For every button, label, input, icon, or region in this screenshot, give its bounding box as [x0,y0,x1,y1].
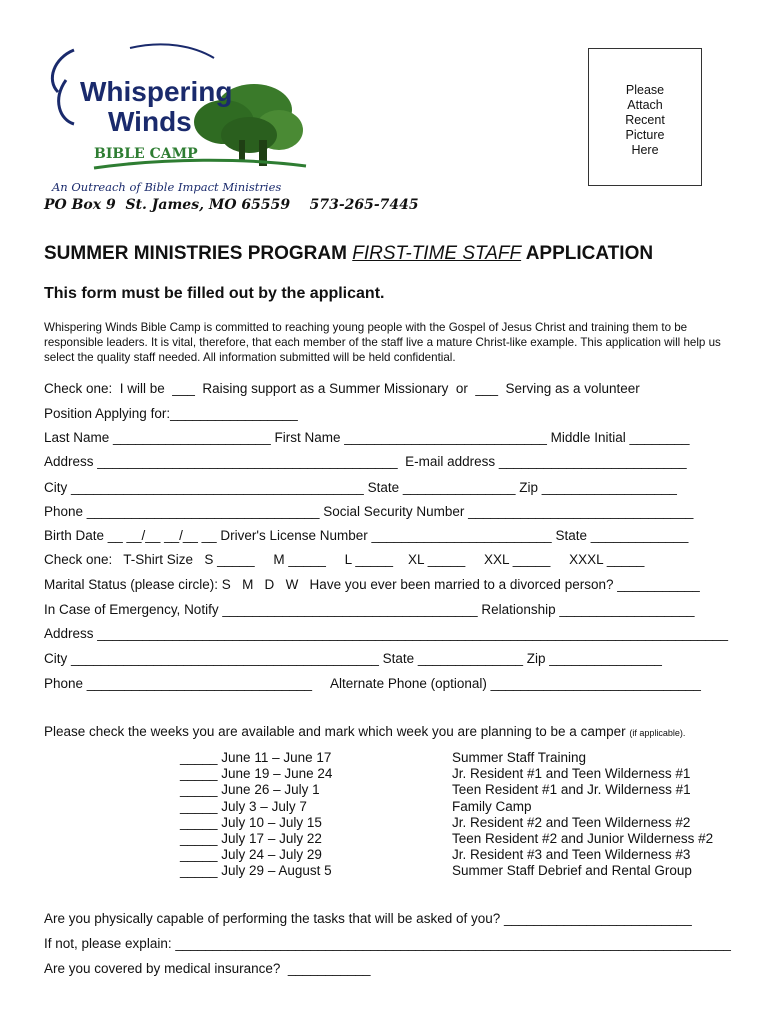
explain-field[interactable]: If not, please explain: __________________________________________________________________________ [44,936,731,951]
week-date-item[interactable]: _____ June 19 – June 24 [180,766,333,782]
week-date-item[interactable]: _____ June 26 – July 1 [180,782,320,798]
week-date-item[interactable]: _____ July 10 – July 15 [180,814,322,830]
emergency-address-field[interactable]: Address ____________________________________________________________________________________ [44,626,728,641]
weeks-dates-list[interactable] [180,750,332,880]
name-fields[interactable]: Last Name _____________________ First Name ___________________________ Middle Initial ________ [44,430,690,445]
week-date-item[interactable]: _____ July 17 – July 22 [180,831,322,847]
weeks-programs-list [452,750,713,880]
city-state-zip-fields[interactable]: City _______________________________________ State _______________ Zip __________________ [44,480,677,495]
mailing-address: PO Box 9 St. James, MO 65559 573-265-7445 [44,197,419,213]
week-program-item: Summer Staff Debrief and Rental Group [452,863,692,879]
photo-box-text: Please Attach Recent Picture Here [625,83,665,157]
week-date-item[interactable]: _____ July 24 – July 29 [180,847,322,863]
week-program-item: Jr. Resident #2 and Teen Wilderness #2 [452,814,691,830]
logo-name-line2: Winds [108,106,192,137]
intro-paragraph: Whispering Winds Bible Camp is committed to reaching young people with the Gospel of Jesus Christ and training them to be responsible leaders. It is vital, therefore, that each member of the staff live a mature Christ-like example. This application will help us select the quality staff needed. All information submitted will be held confidential. [44,321,721,364]
logo-outreach-text: An Outreach of Bible Impact Ministries [52,180,282,194]
week-date-item[interactable]: _____ July 3 – July 7 [180,798,307,814]
photo-attach-box [588,48,702,186]
birth-license-fields[interactable]: Birth Date __ __/__ __/__ __ Driver's License Number ________________________ State _____________ [44,528,689,543]
check-one-field[interactable]: Check one: I will be ___ Raising support as a Summer Missionary or ___ Serving as a volunteer [44,381,640,396]
tshirt-size-field[interactable]: Check one: T-Shirt Size S _____ M _____ L _____ XL _____ XXL _____ XXXL _____ [44,552,645,567]
emergency-phone-field[interactable]: Phone ______________________________ Alternate Phone (optional) ____________________________ [44,676,701,691]
week-program-item: Teen Resident #2 and Junior Wilderness #2 [452,831,714,847]
weeks-prompt: Please check the weeks you are available and mark which week you are planning to be a camper (if applicable). [44,724,686,739]
week-program-item: Family Camp [452,798,532,814]
week-program-item: Jr. Resident #1 and Teen Wilderness #1 [452,766,691,782]
position-field[interactable]: Position Applying for:_________________ [44,406,298,421]
logo-name-line1: Whispering [80,76,233,107]
insurance-field[interactable]: Are you covered by medical insurance? ___________ [44,961,371,976]
week-program-item: Teen Resident #1 and Jr. Wilderness #1 [452,782,691,798]
physical-capability-field[interactable]: Are you physically capable of performing the tasks that will be asked of you? _________________________ [44,911,692,926]
address-email-fields[interactable]: Address ________________________________________ E-mail address _________________________ [44,454,687,469]
page-title: SUMMER MINISTRIES PROGRAM FIRST-TIME STAFF APPLICATION [44,243,654,264]
week-program-item: Summer Staff Training [452,750,587,765]
emergency-city-field[interactable]: City _________________________________________ State ______________ Zip _______________ [44,651,662,666]
marital-status-field[interactable]: Marital Status (please circle): S M D W Have you ever been married to a divorced person? ___________ [44,577,700,592]
page-subtitle: This form must be filled out by the applicant. [44,285,385,302]
phone-ssn-fields[interactable]: Phone _______________________________ Social Security Number ______________________________ [44,504,694,519]
emergency-contact-field[interactable]: In Case of Emergency, Notify __________________________________ Relationship __________________ [44,602,695,617]
week-program-item: Jr. Resident #3 and Teen Wilderness #3 [452,847,691,863]
week-date-item[interactable]: _____ June 11 – June 17 [180,750,332,765]
logo-camp-label: BIBLE CAMP [94,146,198,162]
week-date-item[interactable]: _____ July 29 – August 5 [180,863,332,879]
camp-logo [44,40,314,200]
